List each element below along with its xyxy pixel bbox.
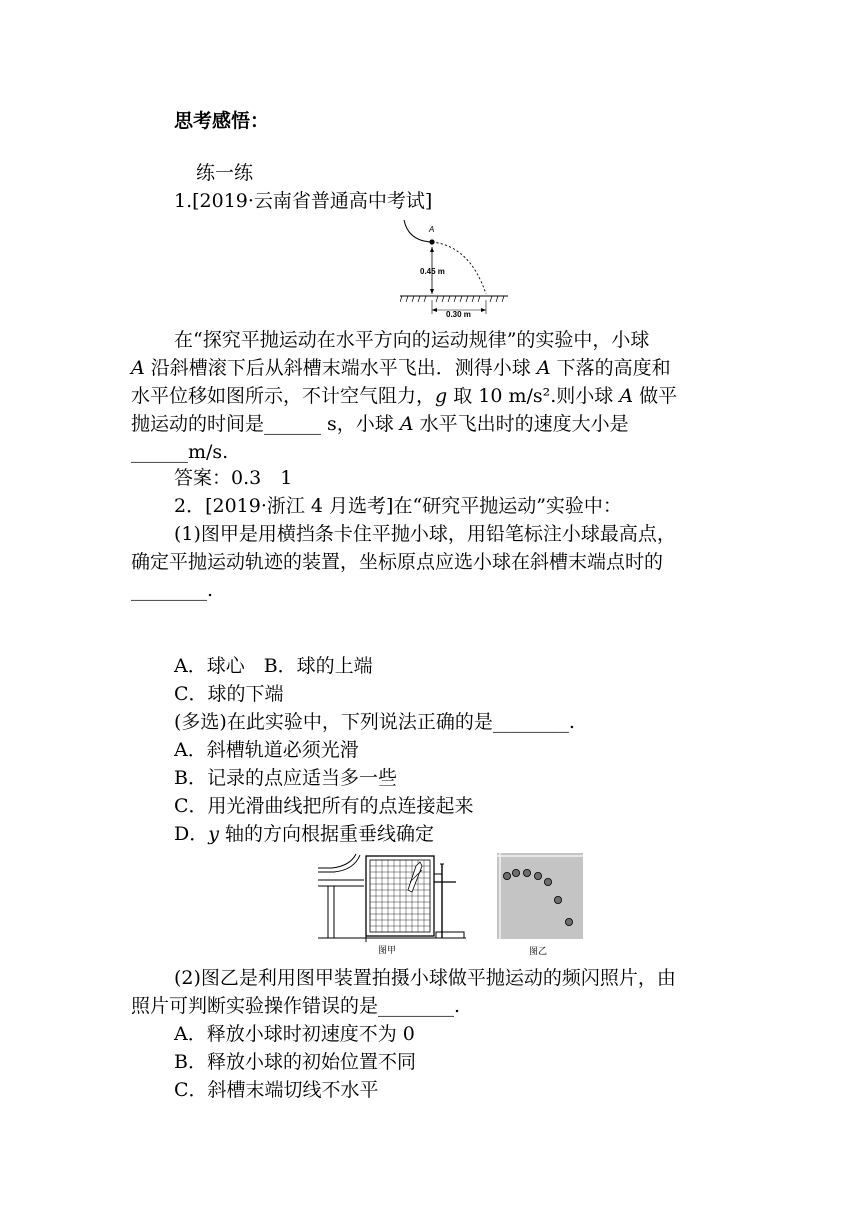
q2-part1-line-2: 确定平抛运动轨迹的装置，坐标原点应选小球在斜槽末端点时的 (131, 551, 664, 573)
ball-image (534, 872, 541, 879)
q2-part2-option-a: A．释放小球时初速度不为 0 (174, 1023, 415, 1045)
q2-multi-option-c: C．用光滑曲线把所有的点连接起来 (174, 795, 474, 817)
q2-part1-options-1: A．球心 B．球的上端 (174, 655, 373, 677)
q1-stem-line-4 (131, 411, 629, 437)
q1-text: 沿斜槽滚下后从斜槽末端水平飞出．测得小球 (144, 357, 537, 379)
practice-heading: 练一练 (196, 162, 254, 184)
q1-text: 下落的高度和 (550, 357, 671, 379)
q1-text: 水平飞出时的速度大小是 (413, 413, 629, 435)
height-label: 0.45 m (420, 267, 445, 276)
point-a-label: A (429, 225, 435, 234)
q1-var-a: A (399, 413, 414, 435)
ball-image (544, 878, 551, 885)
ball-image (503, 872, 510, 879)
q2-part1-options-2: C．球的下端 (174, 683, 284, 705)
q2-multi-option-d (174, 821, 434, 847)
q1-projectile-figure (400, 216, 510, 320)
q1-stem-line-3 (131, 383, 677, 409)
ball-image (523, 869, 530, 876)
q2-part2-line-2: 照片可判断实验操作错误的是________. (131, 995, 461, 1017)
q1-var-a: A (619, 385, 634, 407)
ball-image (565, 918, 572, 925)
q1-answer: 答案：0.3 1 (174, 467, 293, 489)
q2-part1-line-3: ________. (131, 579, 214, 601)
q1-stem-line-2 (131, 355, 671, 381)
ball-image (512, 869, 519, 876)
option-text: 轴的方向根据重垂线确定 (218, 823, 435, 845)
var-y: y (208, 823, 219, 845)
q1-source: 1.[2019·云南省普通高中考试] (174, 190, 433, 212)
q2-multi-stem: (多选)在此实验中，下列说法正确的是________. (174, 711, 575, 733)
apparatus-figure (316, 852, 471, 958)
q1-text: 水平位移如图所示，不计空气阻力， (131, 385, 436, 407)
q1-stem-line-1: 在“探究平抛运动在水平方向的运动规律”的实验中，小球 (174, 329, 650, 351)
q2-source: 2．[2019·浙江 4 月选考]在“研究平抛运动”实验中： (174, 495, 622, 517)
option-letter: D． (174, 823, 209, 845)
q2-part2-option-c: C．斜槽末端切线不水平 (174, 1079, 379, 1101)
q2-multi-option-b: B．记录的点应适当多一些 (174, 767, 397, 789)
q1-var-a: A (536, 357, 551, 379)
figure-yi-label: 图乙 (529, 946, 548, 956)
q1-text: 抛运动的时间是______ s，小球 (131, 413, 400, 435)
q1-text: 做平 (633, 385, 678, 407)
reflection-heading: 思考感悟： (174, 110, 270, 132)
q1-stem-line-5: ______m/s. (131, 441, 229, 463)
q2-multi-option-a: A．斜槽轨道必须光滑 (174, 739, 359, 761)
q1-var-g: g (435, 385, 448, 407)
q1-var-a: A (131, 357, 145, 379)
q2-part2-option-b: B．释放小球的初始位置不同 (174, 1051, 416, 1073)
figure-jia-label: 图甲 (378, 945, 397, 955)
q1-text: 取 10 m/s².则小球 (447, 385, 620, 407)
q2-part2-line-1: (2)图乙是利用图甲装置拍摄小球做平抛运动的频闪照片，由 (174, 967, 676, 989)
q2-part1-line-1: (1)图甲是用横挡条卡住平抛小球，用铅笔标注小球最高点， (174, 523, 676, 545)
strobe-photo-figure (497, 853, 587, 959)
ball-image (554, 896, 561, 903)
distance-label: 0.30 m (446, 310, 471, 319)
